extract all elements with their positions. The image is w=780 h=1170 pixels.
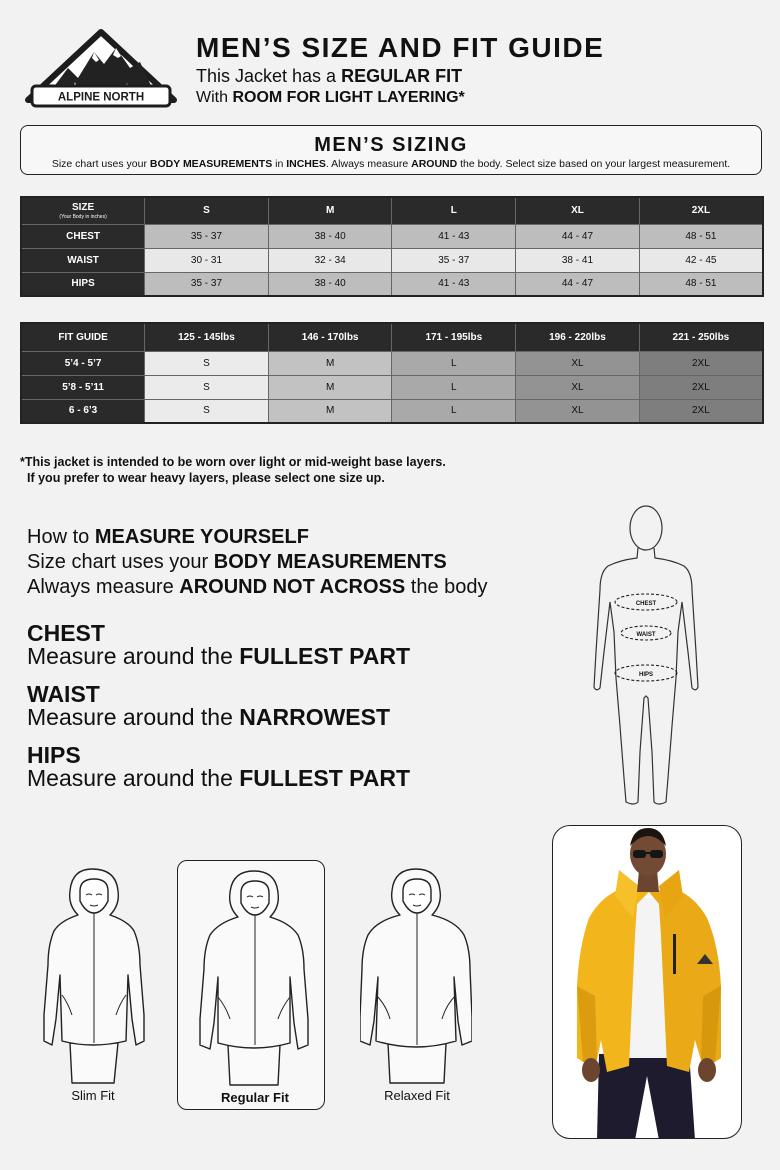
size-header-row (21, 197, 763, 224)
table-cell: 44 - 47 (516, 224, 640, 248)
table-cell: 38 - 41 (516, 248, 640, 272)
row-label: CHEST (21, 224, 145, 248)
size-header-cell: S (145, 197, 269, 224)
table-cell: 2XL (639, 351, 763, 375)
table-cell: L (392, 375, 516, 399)
waist-desc: Measure around the NARROWEST (27, 704, 391, 730)
fit-header-cell: 125 - 145lbs (145, 323, 269, 351)
alpine-north-logo (24, 28, 178, 110)
table-cell: S (145, 399, 269, 423)
fit-header-row (21, 323, 763, 351)
size-corner-cell: SIZE (Your Body in inches) (21, 197, 145, 224)
table-cell: 2XL (639, 399, 763, 423)
table-cell: 32 - 34 (268, 248, 392, 272)
hips-desc: Measure around the FULLEST PART (27, 765, 411, 791)
table-cell: 38 - 40 (268, 272, 392, 296)
table-cell: M (268, 351, 392, 375)
waist-heading: WAIST (27, 681, 100, 707)
table-cell: 38 - 40 (268, 224, 392, 248)
table-cell: 35 - 37 (392, 248, 516, 272)
layering-line: With ROOM FOR LIGHT LAYERING* (196, 89, 465, 106)
size-header-cell: 2XL (639, 197, 763, 224)
sizing-banner (20, 125, 762, 175)
row-label: 5’4 - 5’7 (21, 351, 145, 375)
size-header-cell: M (268, 197, 392, 224)
sizing-title: MEN’S SIZING (314, 134, 468, 156)
relaxed-fit-label: Relaxed Fit (384, 1088, 450, 1103)
table-cell: 35 - 37 (145, 224, 269, 248)
measure-line-2: Size chart uses your BODY MEASUREMENTS (27, 551, 447, 573)
measure-line-3: Always measure AROUND NOT ACROSS the body (27, 576, 488, 598)
table-row (21, 351, 763, 375)
size-chart-table (20, 196, 764, 297)
table-row (21, 224, 763, 248)
chest-desc: Measure around the FULLEST PART (27, 643, 411, 669)
hips-label: HIPS (638, 672, 654, 678)
fit-line: This Jacket has a REGULAR FIT (196, 66, 463, 86)
fit-corner-cell: FIT GUIDE (21, 323, 145, 351)
table-cell: 41 - 43 (392, 224, 516, 248)
page-title: MEN’S SIZE AND FIT GUIDE (196, 32, 605, 63)
table-cell: 2XL (639, 375, 763, 399)
regular-fit-jacket-illustration (198, 867, 310, 1087)
table-cell: 48 - 51 (639, 272, 763, 296)
table-cell: 41 - 43 (392, 272, 516, 296)
table-cell: 44 - 47 (516, 272, 640, 296)
body-measurement-figure (590, 502, 702, 812)
measure-heading: How to MEASURE YOURSELF (27, 526, 309, 548)
waist-label: WAIST (636, 632, 656, 638)
regular-fit-label: Regular Fit (221, 1090, 289, 1105)
chest-heading: CHEST (27, 620, 105, 646)
sizing-subtitle: Size chart uses your BODY MEASUREMENTS in INCHES. Always measure AROUND the body. Select size based on your largest measurement. (51, 158, 731, 170)
table-row (21, 375, 763, 399)
row-label: HIPS (21, 272, 145, 296)
table-cell: L (392, 399, 516, 423)
layering-note (20, 454, 446, 486)
fit-guide-table (20, 322, 764, 424)
table-cell: S (145, 375, 269, 399)
model-yellow-jacket-photo (553, 826, 742, 1139)
relaxed-fit-jacket-illustration (360, 865, 472, 1085)
table-row (21, 272, 763, 296)
fit-header-cell: 221 - 250lbs (639, 323, 763, 351)
row-label: 5’8 - 5’11 (21, 375, 145, 399)
table-cell: M (268, 375, 392, 399)
table-cell: 30 - 31 (145, 248, 269, 272)
chest-label: CHEST (635, 601, 657, 607)
table-cell: 35 - 37 (145, 272, 269, 296)
table-cell: L (392, 351, 516, 375)
note-line-2: If you prefer to wear heavy layers, please select one size up. (27, 471, 385, 485)
table-cell: 48 - 51 (639, 224, 763, 248)
size-header-cell: L (392, 197, 516, 224)
note-line-1: *This jacket is intended to be worn over light or mid-weight base layers. (20, 455, 446, 469)
fit-header-cell: 146 - 170lbs (268, 323, 392, 351)
table-row (21, 248, 763, 272)
fit-header-cell: 196 - 220lbs (516, 323, 640, 351)
table-cell: S (145, 351, 269, 375)
slim-fit-jacket-illustration (38, 865, 150, 1085)
hips-heading: HIPS (27, 742, 81, 768)
table-cell: M (268, 399, 392, 423)
table-cell: XL (516, 351, 640, 375)
table-cell: XL (516, 375, 640, 399)
table-cell: 42 - 45 (639, 248, 763, 272)
table-row (21, 399, 763, 423)
fit-header-cell: 171 - 195lbs (392, 323, 516, 351)
slim-fit-label: Slim Fit (71, 1088, 115, 1103)
table-cell: XL (516, 399, 640, 423)
row-label: WAIST (21, 248, 145, 272)
logo-text: ALPINE NORTH (57, 91, 145, 104)
product-photo-frame (552, 825, 742, 1139)
size-header-cell: XL (516, 197, 640, 224)
row-label: 6 - 6’3 (21, 399, 145, 423)
